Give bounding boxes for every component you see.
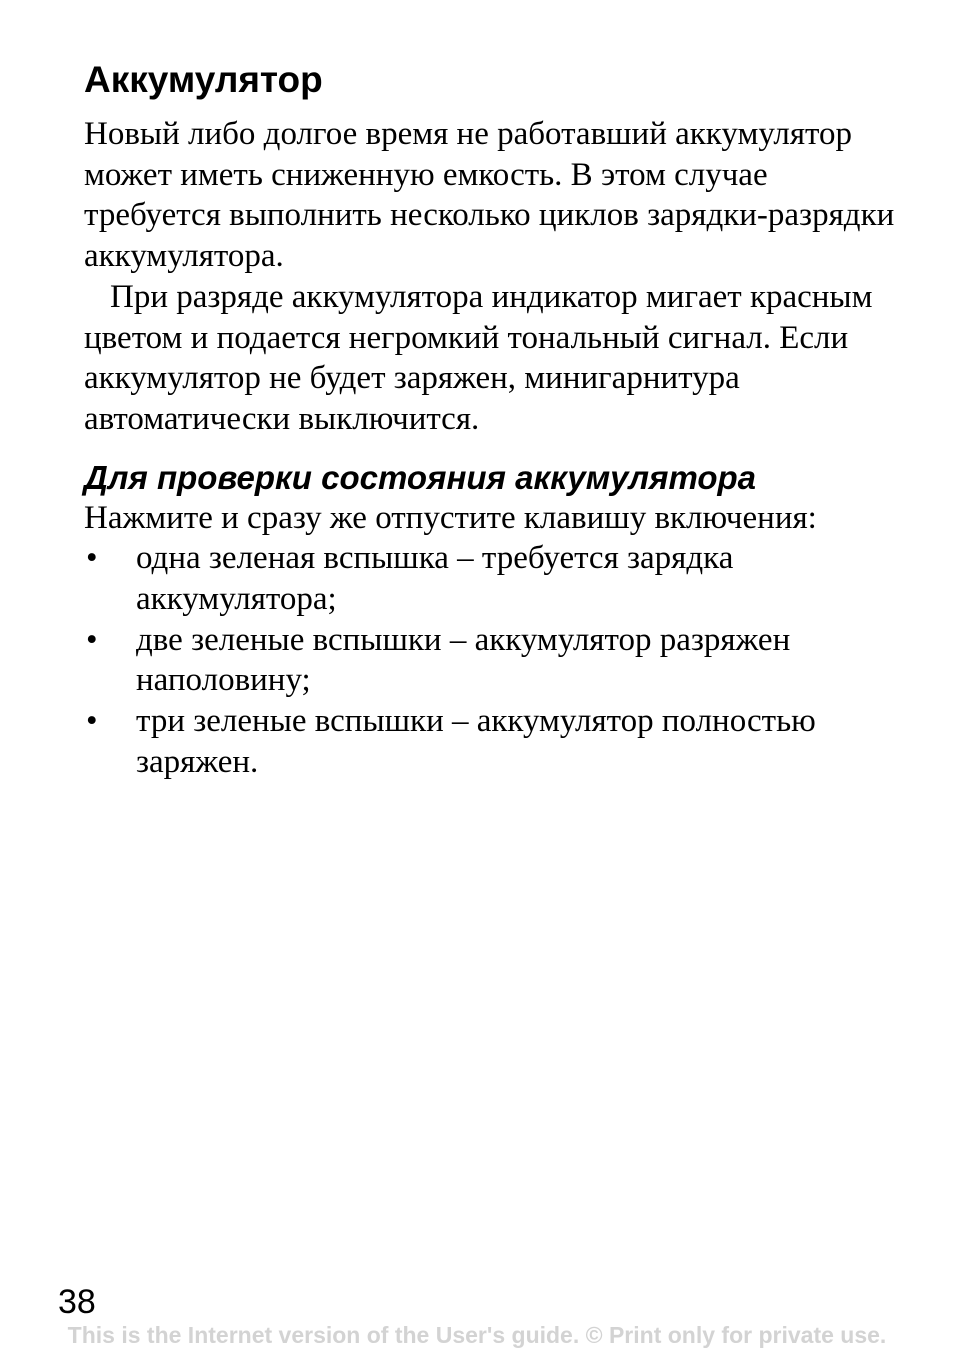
battery-discharge-paragraph: При разряде аккумулятора индикатор мигает красным цветом и подается негромкий тональный сигнал. Если аккумулятор не будет заряжен, минигарнитура автоматически выключится. bbox=[84, 278, 873, 437]
list-item-text: две зеленые вспышки – аккумулятор разряжен наполовину; bbox=[136, 621, 791, 699]
subsection-title: Для проверки состояния аккумулятора bbox=[84, 458, 757, 496]
section-title: Аккумулятор bbox=[84, 59, 323, 100]
battery-intro-paragraph: Новый либо долгое время не работавший аккумулятор может иметь сниженную емкость. В этом случае требуется выполнить несколько циклов зарядки-разрядки аккумулятора. bbox=[84, 116, 895, 275]
page-number: 38 bbox=[58, 1283, 96, 1321]
list-item bbox=[84, 701, 904, 782]
page-content bbox=[84, 58, 904, 783]
bullet-icon: • bbox=[86, 621, 98, 658]
subsection-intro: Нажмите и сразу же отпустите клавишу включения: bbox=[84, 499, 817, 536]
status-list bbox=[84, 538, 904, 782]
footer-notice: This is the Internet version of the User's guide. © Print only for private use. bbox=[67, 1322, 887, 1348]
bullet-icon: • bbox=[86, 703, 98, 740]
list-item-text: одна зеленая вспышка – требуется зарядка аккумулятора; bbox=[136, 540, 734, 618]
bullet-icon: • bbox=[86, 540, 98, 577]
list-item bbox=[84, 620, 904, 701]
list-item bbox=[84, 538, 904, 619]
list-item-text: три зеленые вспышки – аккумулятор полностью заряжен. bbox=[136, 703, 816, 780]
